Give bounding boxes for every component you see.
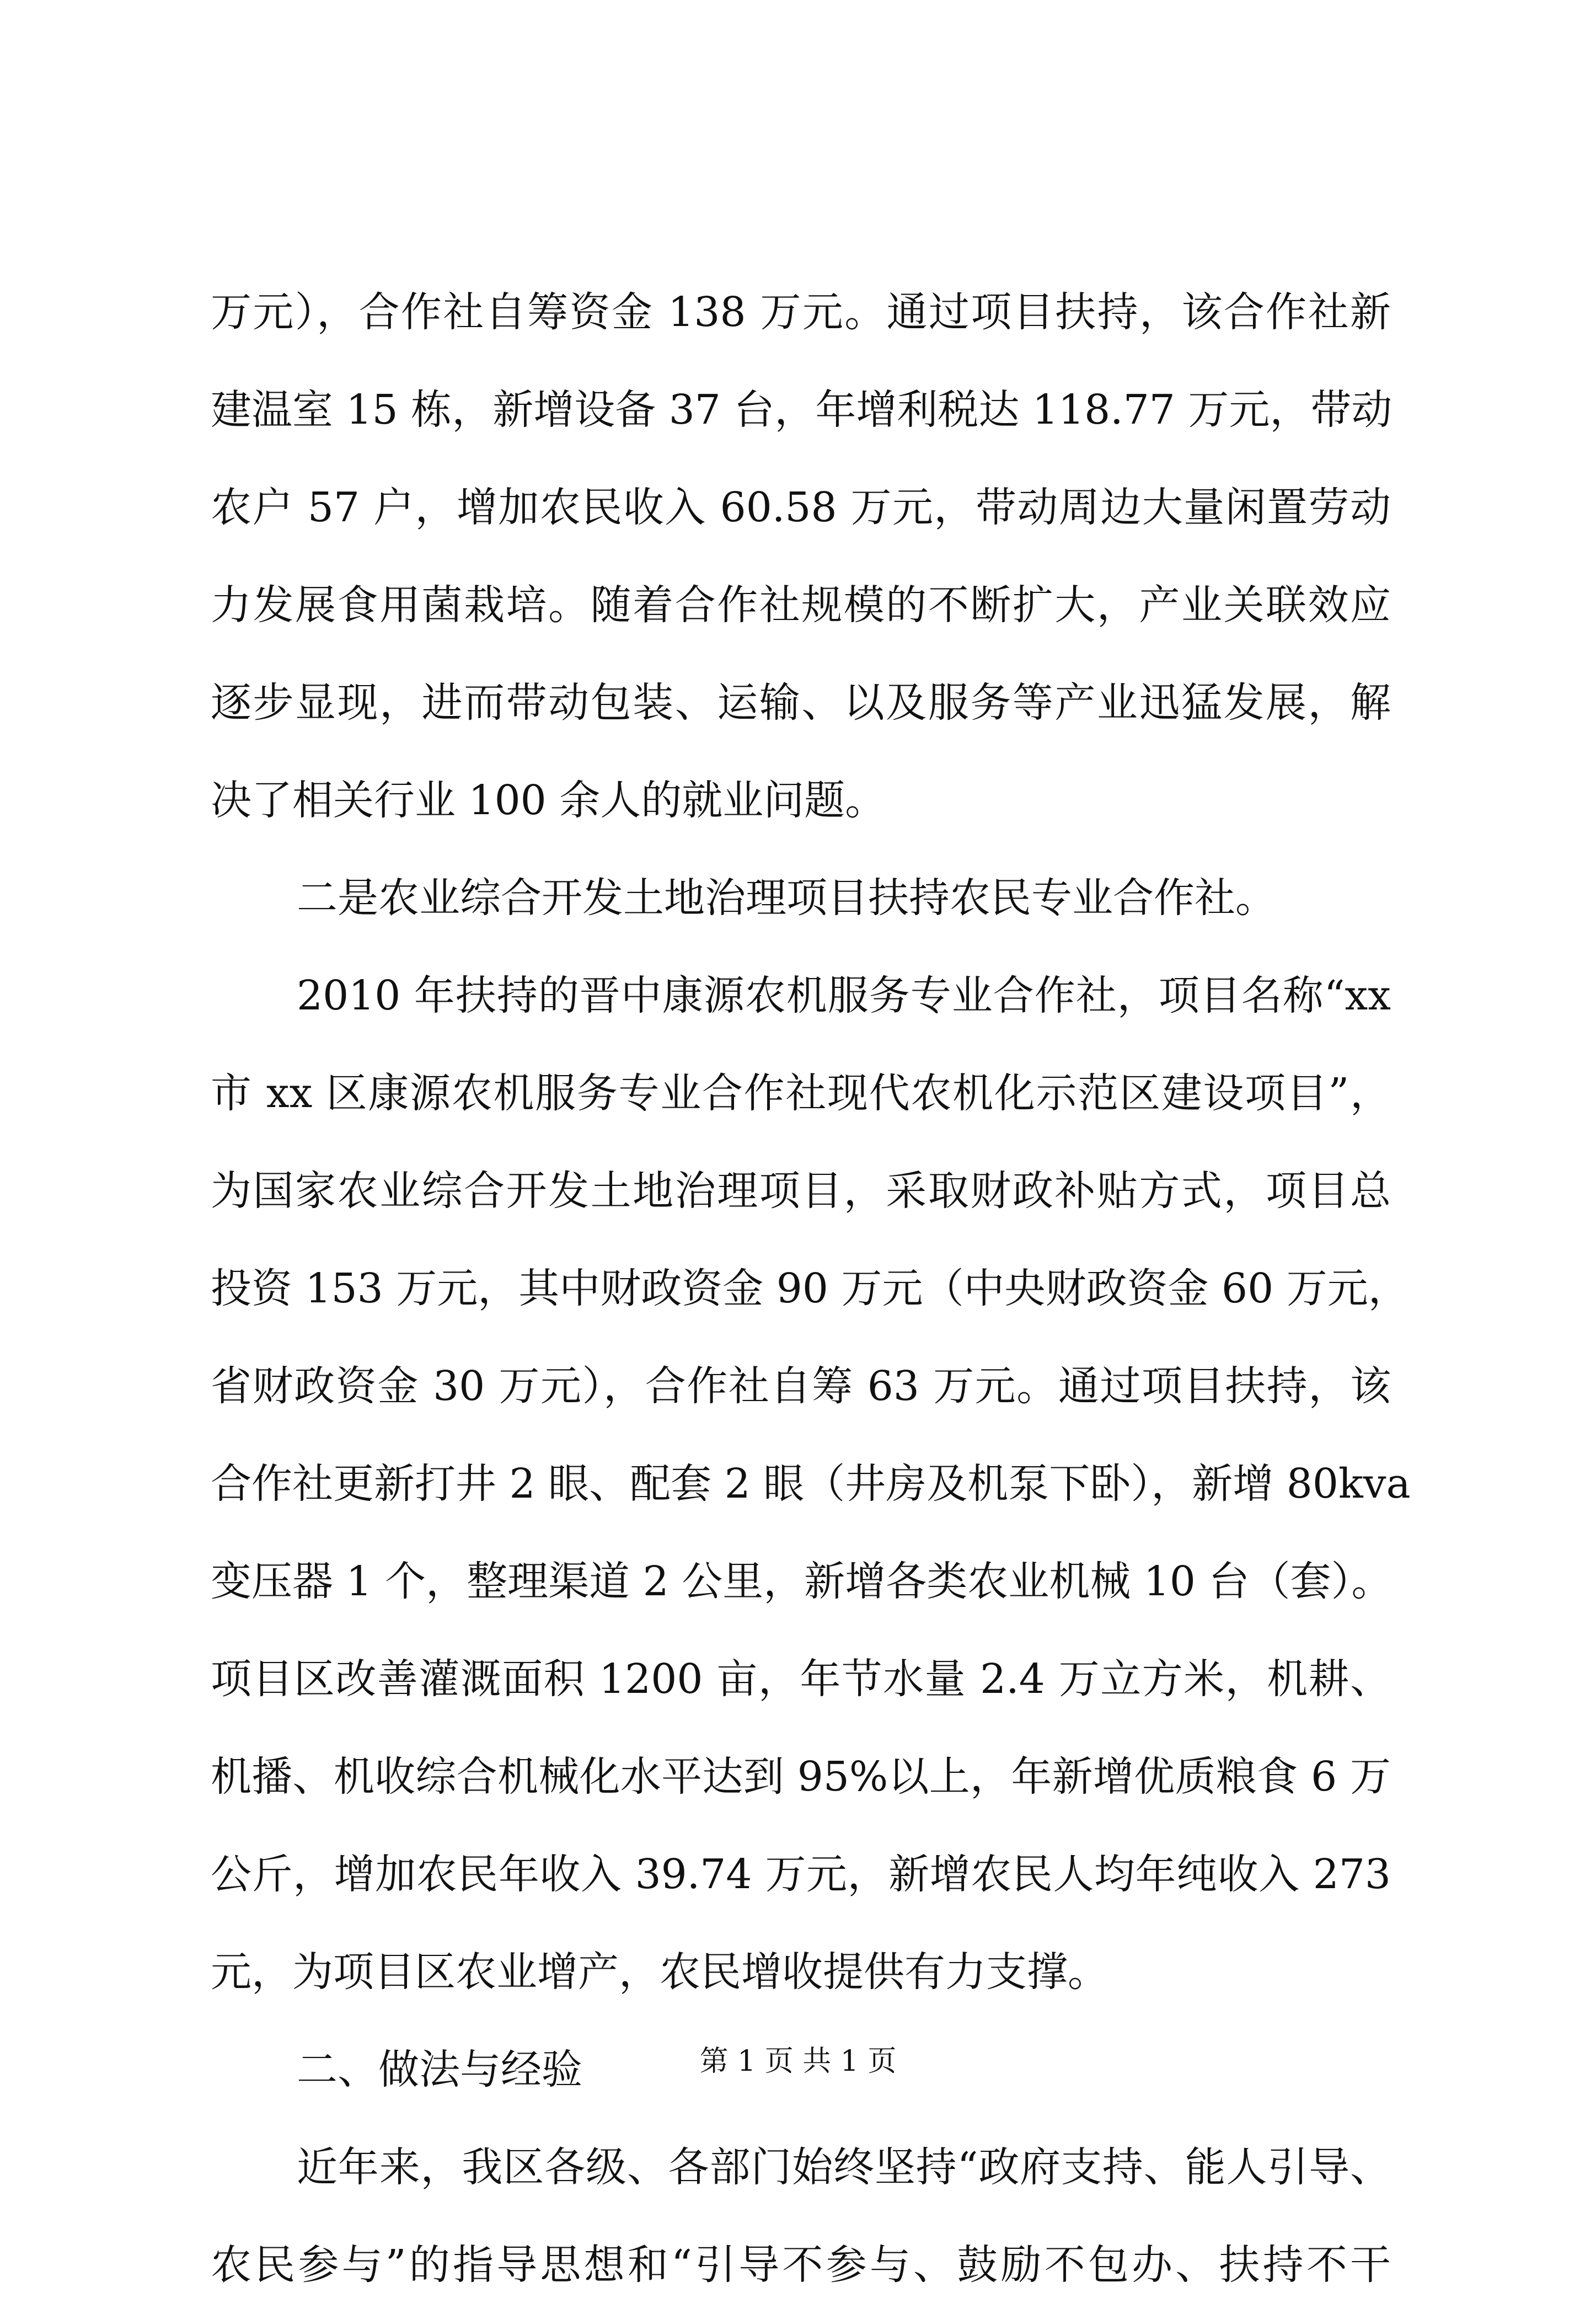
text-line: 市 xx 区康源农机服务专业合作社现代农机化示范区建设项目”， [211,1070,1391,1117]
text-line: 省财政资金 30 万元），合作社自筹 63 万元。通过项目扶持，该 [211,1362,1391,1410]
text-line: 投资 153 万元，其中财政资金 90 万元（中央财政资金 60 万元， [211,1265,1409,1312]
section-heading: 二、做法与经验 [297,2046,582,2093]
text-line: 决了相关行业 100 余人的就业问题。 [211,777,886,824]
text-line: 万元），合作社自筹资金 138 万元。通过项目扶持，该合作社新 [211,288,1391,336]
text-line: 近年来，我区各级、各部门始终坚持“政府支持、能人引导、 [297,2144,1391,2191]
text-line: 农户 57 户，增加农民收入 60.58 万元，带动周边大量闲置劳动 [211,484,1391,531]
body-text [211,264,1411,2314]
text-line: 机播、机收综合机械化水平达到 95%以上，年新增优质粮食 6 万 [211,1753,1391,1800]
text-line: 农民参与”的指导思想和“引导不参与、鼓励不包办、扶持不干 [211,2241,1391,2289]
text-line: 2010 年扶持的晋中康源农机服务专业合作社，项目名称“xx [297,972,1391,1019]
text-line: 建温室 15 栋，新增设备 37 台，年增利税达 118.77 万元，带动 [211,386,1393,434]
text-line: 力发展食用菌栽培。随着合作社规模的不断扩大，产业关联效应 [211,581,1391,629]
page-footer: 第 1 页 共 1 页 [699,2045,897,2078]
text-line: 合作社更新打井 2 眼、配套 2 眼（井房及机泵下卧），新增 80kva [211,1460,1411,1508]
paragraph-heading: 二是农业综合开发土地治理项目扶持农民专业合作社。 [297,874,1276,922]
text-line: 公斤，增加农民年收入 39.74 万元，新增农民人均年纯收入 273 [211,1851,1391,1898]
text-line: 元，为项目区农业增产，农民增收提供有力支撑。 [211,1948,1108,1996]
text-line: 逐步显现，进而带动包装、运输、以及服务等产业迅猛发展，解 [211,679,1391,726]
text-line: 为国家农业综合开发土地治理项目，采取财政补贴方式，项目总 [211,1167,1391,1215]
text-line: 变压器 1 个，整理渠道 2 公里，新增各类农业机械 10 台（套）。 [211,1558,1393,1605]
text-line: 项目区改善灌溉面积 1200 亩，年节水量 2.4 万立方米，机耕、 [211,1655,1391,1703]
